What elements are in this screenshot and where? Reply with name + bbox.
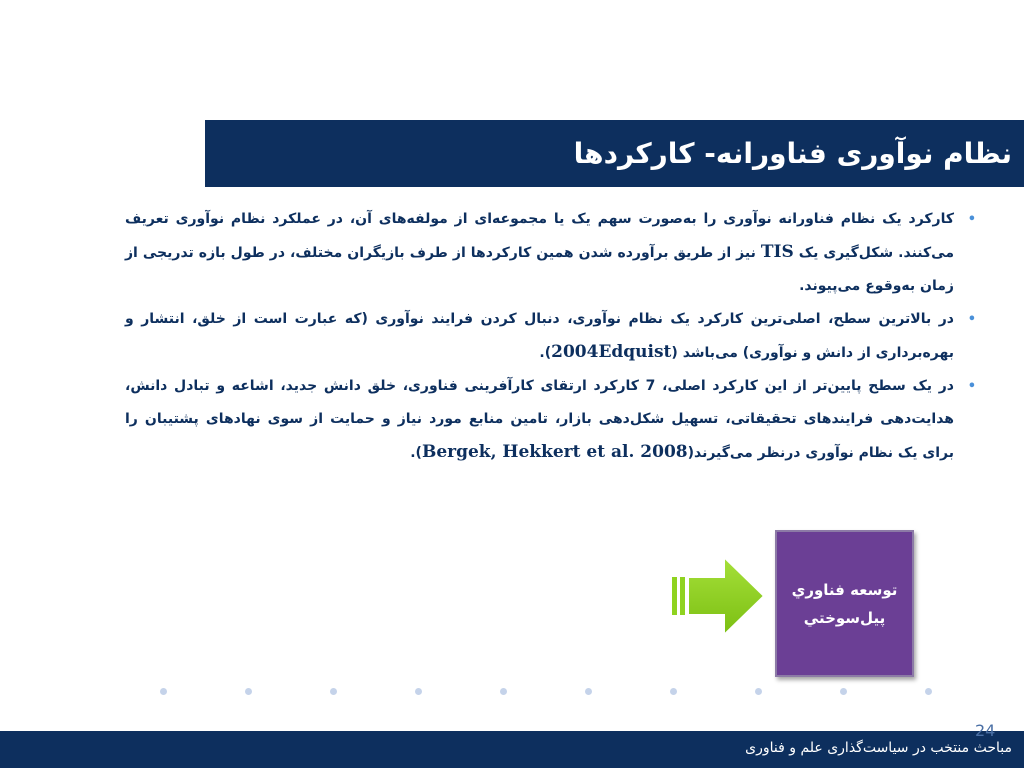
bullet-item-3 xyxy=(125,370,980,470)
bullet-citation: Bergek, Hekkert et al. 2008 xyxy=(421,442,688,462)
bullet-item-2 xyxy=(125,303,980,370)
title-bar xyxy=(205,120,1024,187)
decorative-dots xyxy=(160,688,940,700)
box-line-2: پيل‌سوختي xyxy=(803,608,886,627)
decor-dot xyxy=(840,688,847,695)
bullet-text: در یک سطح پایین‌تر از این کارکرد اصلی، 7 کارکرد ارتقای کارآفرینی فناوری، خلق دانش جدید، اشاعه و تبادل دانش، هدایت‌دهی فرایندهای تحقیقاتی، تسهیل شکل‌دهی بازار، تامین منابع مورد نیاز و حمایت از سوی نهادهای پشتیبان را برای یک نظام نوآوری درنظر می‌گیرند( xyxy=(125,378,954,461)
bullet-dot-icon: • xyxy=(967,212,976,227)
decor-dot xyxy=(415,688,422,695)
technology-box xyxy=(775,530,914,677)
decor-dot xyxy=(755,688,762,695)
page-number: 24 xyxy=(975,721,996,740)
bullet-latin-term: TIS xyxy=(760,242,794,262)
decor-dot xyxy=(330,688,337,695)
bullet-text: در بالاترین سطح، اصلی‌ترین کارکرد یک نظام نوآوری، دنبال کردن فرایند نوآوری (که عبارت است از خلق، انتشار و بهره‌برداری از دانش و نوآوری) می‌باشد ( xyxy=(125,311,954,361)
box-line-1: توسعه فناوري xyxy=(791,580,898,599)
decor-dot xyxy=(245,688,252,695)
bullet-citation: 2004Edquist xyxy=(551,342,672,362)
decor-dot xyxy=(585,688,592,695)
decor-dot xyxy=(500,688,507,695)
bullet-text: نیز از طریق برآورده شدن همین کارکردها از طرف بازیگران مختلف، در طول بازه تدریجی از زمان به‌وقوع می‌پیوند. xyxy=(125,245,954,294)
slide-title: نظام نوآوری فناورانه- کارکردها xyxy=(573,136,1012,170)
bullet-dot-icon: • xyxy=(967,379,976,394)
footer-text: مباحث منتخب در سیاست‌گذاری علم و فناوری xyxy=(745,740,1012,756)
slide-content xyxy=(125,203,980,470)
bullet-text: ). xyxy=(539,345,552,361)
decor-dot xyxy=(670,688,677,695)
decor-dot xyxy=(160,688,167,695)
decor-dot xyxy=(925,688,932,695)
right-arrow-icon xyxy=(672,555,768,637)
footer-bar xyxy=(0,721,1024,768)
bullet-item-1 xyxy=(125,203,980,303)
bullet-dot-icon: • xyxy=(967,312,976,327)
bullet-text: ). xyxy=(410,445,422,461)
bullet-text: کارکرد یک نظام فناورانه نوآوری را به‌صورت سهم یک یا مجموعه‌ای از مولفه‌های آن، در عملکرد نظام نوآوری تعریف می‌کنند. شکل‌گیری یک xyxy=(125,211,954,261)
